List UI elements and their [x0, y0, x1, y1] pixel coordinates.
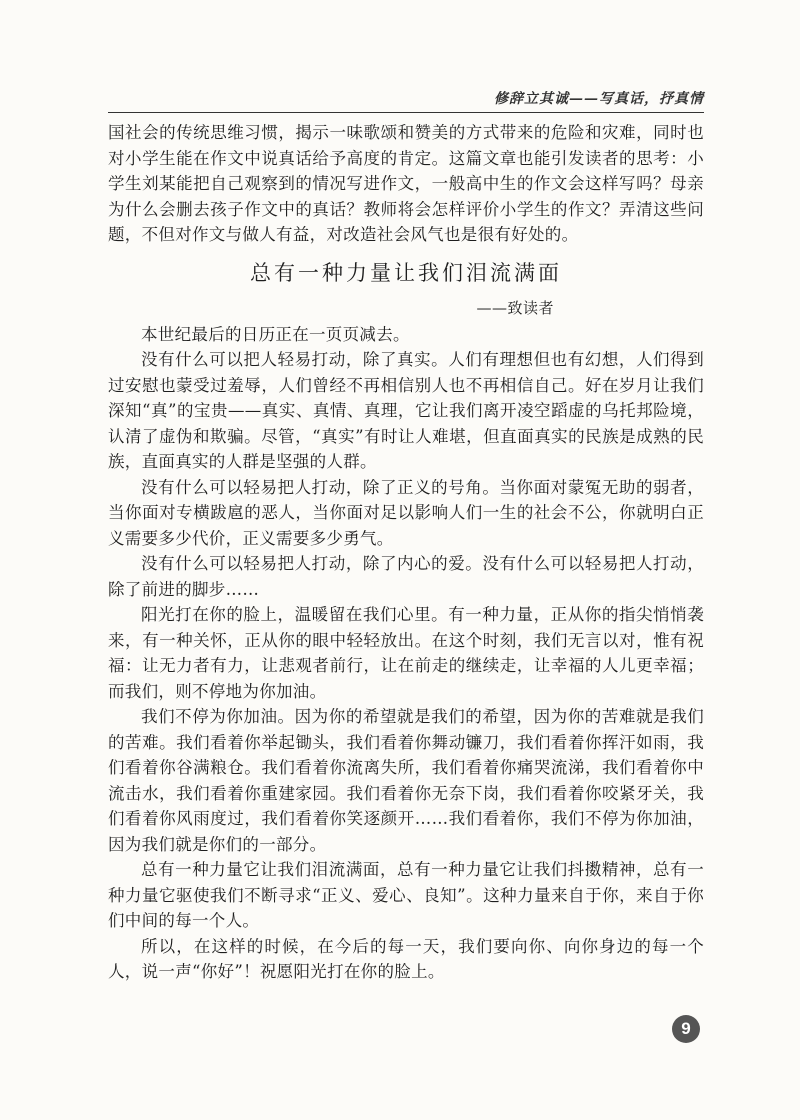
- body-paragraph: 没有什么可以轻易把人打动，除了正义的号角。当你面对蒙冤无助的弱者，当你面对专横跋扈的恶人，当你面对足以影响人们一生的社会不公，你就明白正义需要多少代价，正义需要多少勇气。: [108, 477, 704, 548]
- page-body: [108, 120, 704, 985]
- body-paragraph: 没有什么可以轻易把人打动，除了内心的爱。没有什么可以轻易把人打动，除了前进的脚步……: [108, 554, 704, 599]
- body-paragraph: 所以，在这样的时候，在今后的每一天，我们要向你、向你身边的每一个人，说一声“你好”！祝愿阳光打在你的脸上。: [108, 936, 704, 981]
- page-header: [108, 86, 704, 113]
- body-paragraph: 总有一种力量它让我们泪流满面，总有一种力量它让我们抖擞精神，总有一种力量它驱使我们不断寻求“正义、爱心、良知”。这种力量来自于你，来自于你们中间的每一个人。: [108, 860, 704, 930]
- article-subtitle: ——致读者: [476, 298, 554, 317]
- body-paragraph: 没有什么可以把人轻易打动，除了真实。人们有理想但也有幻想，人们得到过安慰也蒙受过羞辱，人们曾经不再相信别人也不再相信自己。好在岁月让我们深知“真”的宝贵——真实、真情、真理，它让我们离开凌空蹈虚的乌托邦险境，认清了虚伪和欺骗。尽管，“真实”有时让人难堪，但直面真实的民族是成熟的民族，直面真实的人群是坚强的人群。: [108, 350, 704, 471]
- running-title: 修辞立其诚——写真话，抒真情: [494, 91, 704, 107]
- body-paragraph: 阳光打在你的脸上，温暖留在我们心里。有一种力量，正从你的指尖悄悄袭来，有一种关怀，正从你的眼中轻轻放出。在这个时刻，我们无言以对，惟有祝福：让无力者有力，让悲观者前行，让在前走的继续走，让幸福的人儿更幸福；而我们，则不停地为你加油。: [108, 605, 704, 701]
- body-paragraph: 本世纪最后的日历正在一页页减去。: [141, 324, 410, 344]
- page-number-badge: 9: [672, 1015, 700, 1043]
- body-paragraph: 我们不停为你加油。因为你的希望就是我们的希望，因为你的苦难就是我们的苦难。我们看着你举起锄头，我们看着你舞动镰刀，我们看着你挥汗如雨，我们看着你谷满粮仓。我们看着你流离失所，我们看着你痛哭流涕，我们看着你中流击水，我们看着你重建家园。我们看着你无奈下岗，我们看着你咬紧牙关，我们看着你风雨度过，我们看着你笑逐颜开……我们看着你，我们不停为你加油，因为我们就是你们的一部分。: [108, 707, 704, 854]
- article-title: 总有一种力量让我们泪流满面: [250, 260, 562, 285]
- intro-paragraph: 国社会的传统思维习惯，揭示一味歌颂和赞美的方式带来的危险和灾难，同时也对小学生能在作文中说真话给予高度的肯定。这篇文章也能引发读者的思考：小学生刘某能把自己观察到的情况写进作文，一般高中生的作文会这样写吗？母亲为什么会删去孩子作文中的真话？教师将会怎样评价小学生的作文？弄清这些问题，不但对作文与做人有益，对改造社会风气也是很有好处的。: [108, 123, 704, 244]
